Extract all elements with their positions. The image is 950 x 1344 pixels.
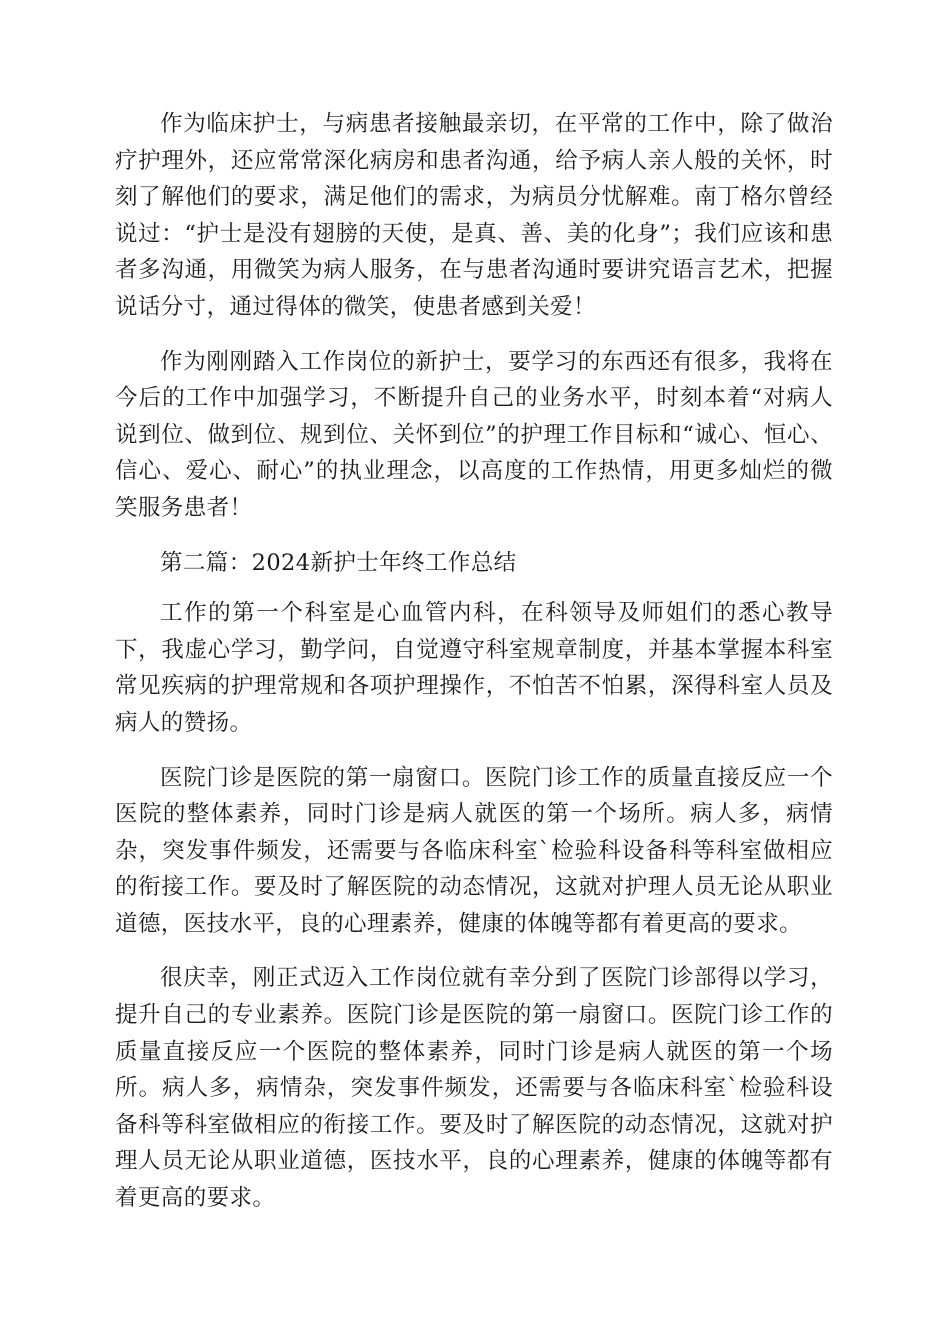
paragraph-nurse-communication: 作为临床护士，与病患者接触最亲切，在平常的工作中，除了做治疗护理外，还应常常深化病房和患者沟通，给予病人亲人般的关怀，时刻了解他们的要求，满足他们的需求，为病员分忧解难。南丁格尔曾经说过：“护士是没有翅膀的天使，是真、善、美的化身”；我们应该和患者多沟通，用微笑为病人服务，在与患者沟通时要讲究语言艺术，把握说话分寸，通过得体的微笑，使患者感到关爱！ <box>115 111 833 320</box>
paragraph-outpatient-assignment: 很庆幸，刚正式迈入工作岗位就有幸分到了医院门诊部得以学习，提升自己的专业素养。医院门诊是医院的第一扇窗口。医院门诊工作的质量直接反应一个医院的整体素养，同时门诊是病人就医的第一个场所。病人多，病情杂，突发事件频发，还需要与各临床科室`检验科设备科等科室做相应的衔接工作。要及时了解医院的动态情况，这就对护理人员无论从职业道德，医技水平，良的心理素养，健康的体魄等都有着更高的要求。 <box>115 965 833 1212</box>
section-heading: 第二篇：2024新护士年终工作总结 <box>160 549 517 576</box>
paragraph-cardiology: 工作的第一个科室是心血管内科，在科领导及师姐们的悉心教导下，我虚心学习，勤学问，自觉遵守科室规章制度，并基本掌握本科室常见疾病的护理常规和各项护理操作，不怕苦不怕累，深得科室人员及病人的赞扬。 <box>115 600 833 736</box>
document-page <box>115 106 833 1235</box>
paragraph-outpatient-window: 医院门诊是医院的第一扇窗口。医院门诊工作的质量直接反应一个医院的整体素养，同时门诊是病人就医的第一个场所。病人多，病情杂，突发事件频发，还需要与各临床科室`检验科设备科等科室做相应的衔接工作。要及时了解医院的动态情况，这就对护理人员无论从职业道德，医技水平，良的心理素养，健康的体魄等都有着更高的要求。 <box>115 764 833 937</box>
paragraph-new-nurse-goals: 作为刚刚踏入工作岗位的新护士，要学习的东西还有很多，我将在今后的工作中加强学习，不断提升自己的业务水平，时刻本着“对病人说到位、做到位、规到位、关怀到位”的护理工作目标和“诚心、恒心、信心、爱心、耐心”的执业理念，以高度的工作热情，用更多灿烂的微笑服务患者！ <box>115 348 833 521</box>
